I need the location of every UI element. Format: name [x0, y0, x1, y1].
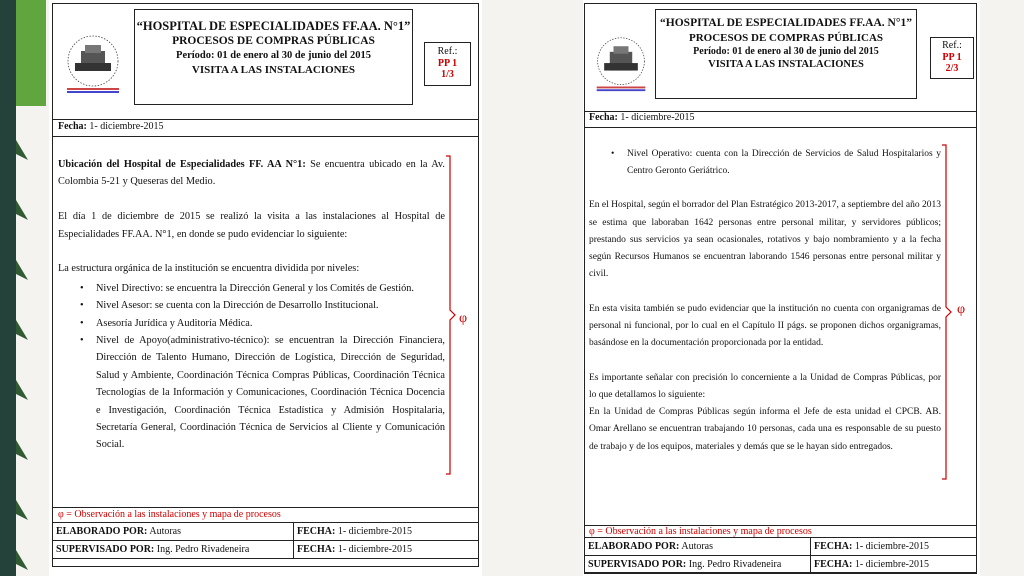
right-brace-icon: [941, 144, 955, 480]
footer-date-value: 1- diciembre-2015: [852, 559, 929, 570]
page-1-body: [58, 156, 445, 454]
list-item: • Nivel Operativo: cuenta con la Dirección de Servicios de Salud Hospitalarios y Centro Geronto Geriátrico.: [589, 146, 941, 180]
structure-intro: La estructura orgánica de la institución se encuentra dividida por niveles:: [58, 263, 360, 275]
supervisado-label: SUPERVISADO POR:: [588, 559, 687, 570]
elaborado-cell: [585, 538, 811, 556]
location-title: Ubicación del Hospital de Especialidades FF. AA N°1:: [58, 159, 306, 170]
date-label: Fecha:: [58, 121, 87, 132]
date-value: 1- diciembre-2015: [617, 112, 695, 123]
footer-date-value: 1- diciembre-2015: [852, 541, 929, 552]
header-process: PROCESOS DE COMPRAS PÚBLICAS: [688, 31, 884, 44]
legend-note: φ = Observación a las instalaciones y mapa de procesos: [58, 509, 281, 520]
fecha-cell: [811, 538, 977, 556]
phi-marker: φ: [459, 311, 468, 326]
list-item: • Nivel Directivo: se encuentra la Dirección General y los Comités de Gestión.: [58, 280, 445, 297]
fecha-cell: [294, 541, 479, 559]
signature-table: [52, 522, 479, 559]
table-row: [585, 538, 977, 556]
location-text: Se encuentra ubicado en la Av. Colombia 5-21 y Queseras del Medio.: [58, 159, 445, 188]
supervisado-cell: [585, 556, 811, 574]
slide-arrow-decoration: [14, 140, 30, 576]
table-row: [53, 541, 479, 559]
footer-date-label: FECHA:: [297, 544, 336, 555]
header-period: Período: 01 de enero al 30 de junio del 2015: [176, 50, 371, 62]
header-hospital-name: “HOSPITAL DE ESPECIALIDADES FF.AA. N°1”: [136, 19, 411, 33]
location-paragraph: [58, 156, 445, 191]
document-page-1: [49, 0, 482, 576]
reference-box: [930, 37, 974, 79]
levels-list: [589, 146, 941, 180]
ref-page: 2/3: [945, 63, 959, 74]
slide-green-block: [16, 0, 46, 106]
date-value: 1- diciembre-2015: [86, 121, 164, 132]
supervisado-label: SUPERVISADO POR:: [56, 544, 155, 555]
list-item: • Nivel Asesor: se cuenta con la Dirección de Desarrollo Institucional.: [58, 297, 445, 314]
supervisado-value: Ing. Pedro Rivadeneira: [154, 544, 250, 555]
list-item: • Asesoría Jurídica y Auditoría Médica.: [58, 315, 445, 332]
reference-box: [424, 42, 471, 86]
header-period: Período: 01 de enero al 30 de junio del 2015: [693, 46, 879, 58]
document-header: [655, 9, 917, 99]
divider: [52, 507, 479, 508]
divider: [584, 127, 977, 128]
header-visit-title: VISITA A LAS INSTALACIONES: [191, 63, 356, 76]
table-row: [585, 556, 977, 574]
page-2-body: [589, 146, 941, 473]
hospital-logo-icon: [61, 33, 125, 95]
document-header: [134, 9, 413, 105]
supervisado-cell: [53, 541, 294, 559]
phi-marker: φ: [957, 302, 966, 317]
levels-list: [58, 280, 445, 454]
divider: [52, 136, 479, 137]
header-hospital-name: “HOSPITAL DE ESPECIALIDADES FF.AA. N°1”: [660, 17, 912, 29]
date-line: [589, 112, 695, 123]
elaborado-label: ELABORADO POR:: [588, 541, 680, 552]
right-brace-icon: [445, 155, 459, 475]
elaborado-label: ELABORADO POR:: [56, 526, 148, 537]
paragraph: Es importante señalar con precisión lo concerniente a la Unidad de Compras Públicas, por lo que detallamos lo siguiente:: [589, 372, 941, 401]
ref-label: Ref.:: [942, 40, 962, 51]
signature-table: [584, 537, 977, 574]
visit-paragraph: El día 1 de diciembre de 2015 se realizó la visita a las instalaciones al Hospital de Especialidades FF.AA. N°1, en donde se pudo evidenciar lo siguiente:: [58, 211, 445, 240]
date-label: Fecha:: [589, 112, 618, 123]
header-process: PROCESOS DE COMPRAS PÚBLICAS: [172, 35, 375, 48]
ref-label: Ref.:: [437, 46, 458, 57]
paragraph: En esta visita también se pudo evidenciar que la institución no cuenta con organigramas de personal ni funcional, por lo cual en el Capítulo II págs. se proponen dichos organigramas, basándose en la documentación proporcionada por la entidad.: [589, 303, 941, 349]
ref-page: 1/3: [441, 69, 454, 80]
legend-note: φ = Observación a las instalaciones y mapa de procesos: [589, 526, 812, 537]
elaborado-value: Autoras: [679, 541, 714, 552]
list-item: • Nivel de Apoyo(administrativo-técnico): se encuentran la Dirección Financiera, Dirección de Talento Humano, Dirección de Logística, Dirección de Seguridad, Salud y Ambiente, Coordinación Técnica Compras Públicas, Coordinación Técnica Tecnologías de la Información y Comunicaciones, Coordinación Técnica Docencia e Investigación, Coordinación Técnica Estadística y Admisión Hospitalaria, Secretaría General, Coordinación Técnica de Servicios al Cliente y Comunicación Social.: [58, 332, 445, 454]
footer-date-value: 1- diciembre-2015: [335, 544, 412, 555]
date-line: [58, 121, 164, 132]
paragraph: En la Unidad de Compras Públicas según informa el Jefe de esta unidad el CPCB. AB. Omar Arellano se encuentran trabajando 10 personas, cada una es responsable de su puesto de trabajo y de los equipos, materiales y demás que se le hayan sido entregados.: [589, 407, 941, 452]
divider: [52, 119, 479, 120]
elaborado-value: Autoras: [147, 526, 182, 537]
paragraph: En el Hospital, según el borrador del Plan Estratégico 2013-2017, a septiembre del año 2013 se estima que laboraban 1642 personas entre personal militar, y servidores públicos; prestando sus servicios ya sean ocasionales, rotativos y bajo nombramiento y a la fecha según Recursos Humanos se encuentran laborando 1546 personas entre personal militar y civil.: [589, 200, 941, 280]
supervisado-value: Ing. Pedro Rivadeneira: [686, 559, 782, 570]
footer-date-value: 1- diciembre-2015: [335, 526, 412, 537]
hospital-logo-icon: [591, 35, 651, 93]
ref-code: PP 1: [942, 51, 962, 63]
footer-date-label: FECHA:: [814, 541, 853, 552]
elaborado-cell: [53, 523, 294, 541]
fecha-cell: [811, 556, 977, 574]
document-page-2: [583, 0, 980, 576]
table-row: [53, 523, 479, 541]
footer-date-label: FECHA:: [814, 559, 853, 570]
footer-date-label: FECHA:: [297, 526, 336, 537]
ref-code: PP 1: [437, 57, 458, 69]
fecha-cell: [294, 523, 479, 541]
header-visit-title: VISITA A LAS INSTALACIONES: [708, 59, 864, 71]
